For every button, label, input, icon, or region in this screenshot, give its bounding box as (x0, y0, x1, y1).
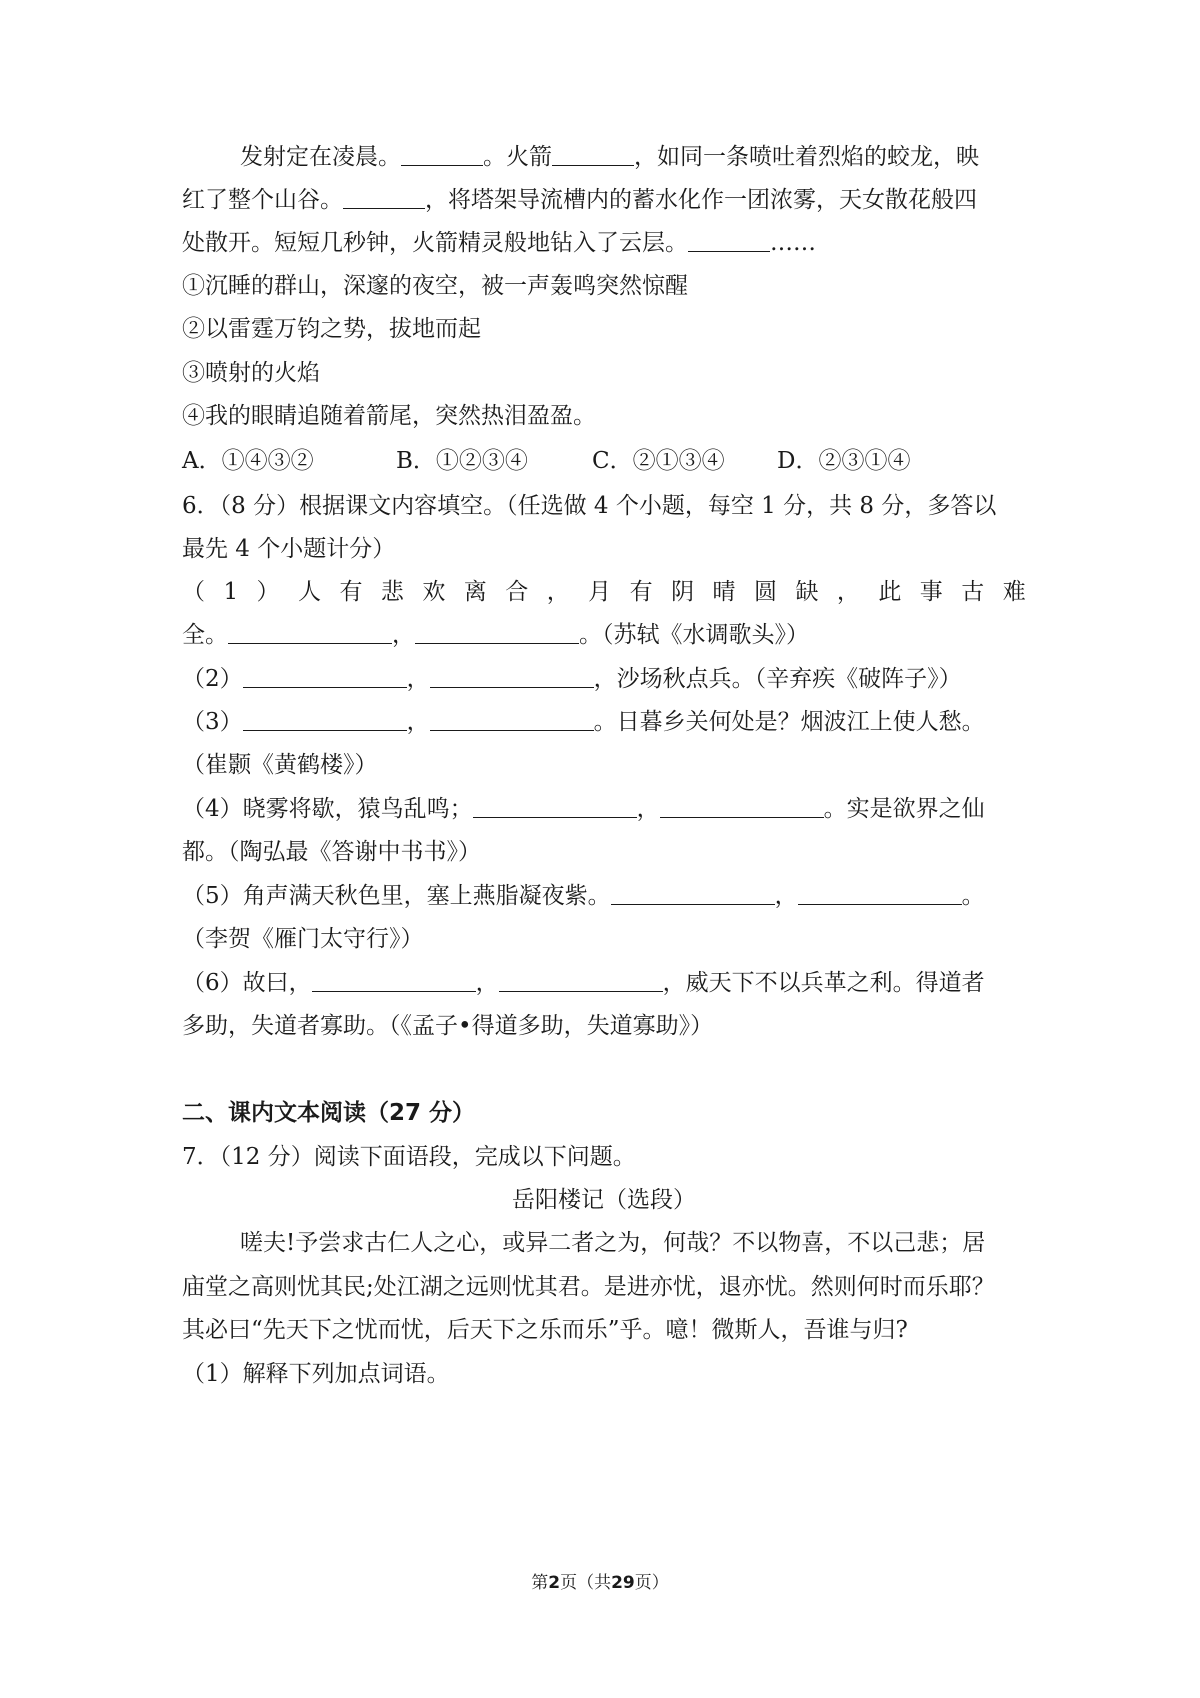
answer-blank[interactable] (430, 708, 594, 731)
text-segment: 发射定在凌晨。 (240, 144, 401, 170)
char: 1 (223, 579, 239, 605)
question-6-item-5-source: （李贺《雁门太守行》） (182, 926, 424, 952)
char: 阴 (671, 579, 695, 605)
answer-blank[interactable] (430, 665, 594, 688)
char: 难 (1002, 579, 1026, 605)
char: 月 (588, 579, 612, 605)
char: 事 (919, 579, 943, 605)
text-segment: 。（苏轼《水调歌头》） (579, 622, 809, 648)
char: 古 (961, 579, 985, 605)
question-6-item-4 (182, 794, 1026, 824)
passage-text-line-1: 嗟夫!予尝求古仁人之心，或异二者之为，何哉？不以物喜，不以己悲；居 (240, 1230, 986, 1256)
footer-text: 页（共 (560, 1573, 612, 1593)
answer-blank[interactable] (243, 665, 407, 688)
text-segment: ， (774, 883, 798, 909)
question-6-item-1 (182, 577, 1026, 607)
text-segment: ，将塔架导流槽内的蓄水化作一团浓雾，天女散花般四 (425, 187, 977, 213)
question-6-item-3-source: （崔颢《黄鹤楼》） (182, 752, 378, 778)
passage-line-2 (182, 185, 1026, 215)
text-segment: ， (406, 666, 430, 692)
text-segment: 处散开。短短几秒钟，火箭精灵般地钻入了云层。 (182, 230, 688, 256)
text-segment: 全。 (182, 622, 228, 648)
char: ） (256, 579, 280, 605)
page-footer (0, 1568, 1200, 1593)
sentence-item-4: ④我的眼睛追随着箭尾，突然热泪盈盈。 (182, 403, 596, 429)
char: 合 (505, 579, 529, 605)
answer-blank[interactable] (415, 621, 579, 644)
passage-title: 岳阳楼记（选段） (512, 1187, 696, 1213)
answer-blank[interactable] (660, 795, 824, 818)
passage-line-1 (240, 142, 1026, 172)
option-b[interactable]: B．①②③④ (396, 448, 528, 474)
char: 缺 (795, 579, 819, 605)
text-segment: ， (392, 622, 415, 648)
char: 此 (878, 579, 902, 605)
text-segment: （4）晓雾将歇，猿鸟乱鸣； (182, 796, 473, 822)
text-segment: （6）故曰， (182, 970, 312, 996)
question-6-heading-cont: 最先 4 个小题计分） (182, 536, 396, 562)
sentence-item-3: ③喷射的火焰 (182, 360, 320, 386)
char: ， (546, 579, 570, 605)
answer-blank[interactable] (798, 882, 962, 905)
text-segment: 。 (961, 883, 985, 909)
question-6-item-4-cont: 都。（陶弘最《答谢中书书》） (182, 839, 481, 865)
answer-blank[interactable] (552, 143, 634, 166)
char: 离 (463, 579, 487, 605)
answer-blank[interactable] (611, 882, 775, 905)
answer-blank[interactable] (473, 795, 637, 818)
answer-blank[interactable] (343, 186, 425, 209)
answer-blank[interactable] (688, 229, 770, 252)
text-segment: ， (475, 970, 499, 996)
section-2-heading: 二、课内文本阅读（27 分） (182, 1100, 476, 1126)
text-segment: 。日暮乡关何处是？烟波江上使人愁。 (593, 709, 985, 735)
answer-blank[interactable] (401, 143, 483, 166)
char: 有 (629, 579, 653, 605)
char: ， (836, 579, 860, 605)
char: 有 (339, 579, 363, 605)
answer-blank[interactable] (312, 969, 476, 992)
footer-text: 第 (531, 1573, 549, 1593)
answer-blank[interactable] (243, 708, 407, 731)
sentence-item-2: ②以雷霆万钧之势，拔地而起 (182, 316, 481, 342)
question-6-heading: 6．（8 分）根据课文内容填空。（任选做 4 个小题，每空 1 分，共 8 分，多答以 (182, 493, 997, 519)
question-7-sub-1: （1）解释下列加点词语。 (182, 1361, 450, 1387)
text-segment: ， (406, 709, 430, 735)
footer-text: 页） (634, 1573, 669, 1593)
text-segment: （3） (182, 709, 243, 735)
passage-line-3 (182, 228, 1026, 258)
total-pages: 29 (611, 1573, 635, 1593)
text-segment: ，如同一条喷吐着烈焰的蛟龙，映 (634, 144, 979, 170)
question-6-item-1-cont (182, 620, 1026, 650)
question-6-item-6 (182, 968, 1026, 998)
sentence-item-1: ①沉睡的群山，深邃的夜空，被一声轰鸣突然惊醒 (182, 273, 688, 299)
char: 悲 (380, 579, 404, 605)
question-6-item-6-cont: 多助，失道者寡助。（《孟子•得道多助，失道寡助》） (182, 1013, 714, 1039)
question-6-item-2 (182, 664, 1026, 694)
option-a[interactable]: A．①④③② (182, 448, 314, 474)
char: 欢 (422, 579, 446, 605)
option-c[interactable]: C．②①③④ (592, 448, 725, 474)
passage-text-line-3: 其必曰“先天下之忧而忧，后天下之乐而乐”乎。噫！微斯人，吾谁与归? (182, 1317, 908, 1343)
question-6-item-5 (182, 881, 1026, 911)
char: 圆 (753, 579, 777, 605)
page-number: 2 (548, 1573, 561, 1593)
question-6-item-3 (182, 707, 1026, 737)
text-segment: （2） (182, 666, 243, 692)
text-segment: 红了整个山谷。 (182, 187, 343, 213)
text-segment: 。火箭 (483, 144, 552, 170)
char: 人 (298, 579, 321, 605)
char: 晴 (712, 579, 736, 605)
answer-blank[interactable] (228, 621, 392, 644)
text-segment: …… (770, 230, 816, 256)
passage-text-line-2: 庙堂之高则忧其民;处江湖之远则忧其君。是进亦忧，退亦忧。然则何时而乐耶？ (182, 1274, 995, 1300)
text-segment: （5）角声满天秋色里，塞上燕脂凝夜紫。 (182, 883, 611, 909)
text-segment: ， (636, 796, 660, 822)
question-7-heading: 7．（12 分）阅读下面语段，完成以下问题。 (182, 1144, 636, 1170)
text-segment: ，威天下不以兵革之利。得道者 (662, 970, 985, 996)
text-segment: ，沙场秋点兵。（辛弃疾《破阵子》） (593, 666, 962, 692)
option-d[interactable]: D．②③①④ (777, 448, 911, 474)
answer-blank[interactable] (499, 969, 663, 992)
char: （ (182, 579, 205, 605)
text-segment: 。实是欲界之仙 (823, 796, 985, 822)
answer-options (182, 446, 1026, 476)
